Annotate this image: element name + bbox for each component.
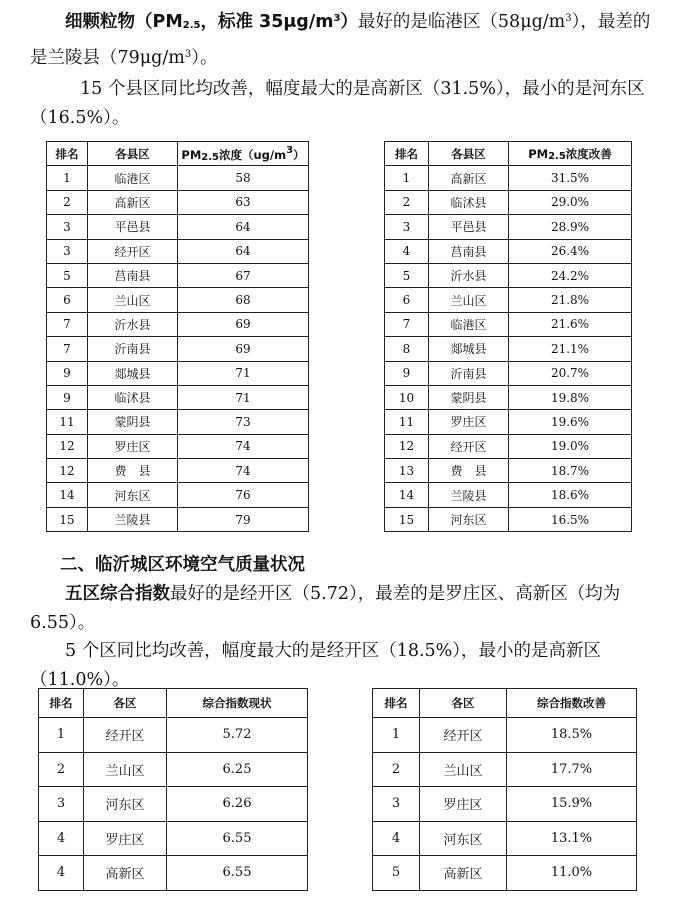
- value-cell: 21.1%: [509, 337, 632, 361]
- rank-cell: 2: [47, 190, 88, 214]
- rank-cell: 10: [385, 385, 429, 409]
- value-cell: 31.5%: [509, 166, 632, 190]
- pm25-worst-sup: 3: [184, 49, 192, 60]
- composite-improvement-paragraph: 5 个区同比均改善，幅度最大的是经开区（18.5%），最小的是高新区（11.0%）。: [30, 641, 602, 690]
- table-row: [385, 312, 632, 336]
- rank-cell: 9: [47, 385, 88, 409]
- table-row: [39, 821, 308, 856]
- name-cell: 兰山区: [88, 288, 178, 312]
- pm25-summary-paragraph: [30, 4, 660, 73]
- name-cell: 兰陵县: [429, 483, 509, 507]
- rank-cell: 2: [373, 752, 420, 787]
- rank-cell: 12: [385, 434, 429, 458]
- value-cell: 19.6%: [509, 410, 632, 434]
- table-row: [385, 239, 632, 263]
- name-cell: 兰山区: [429, 288, 509, 312]
- name-cell: 莒南县: [429, 239, 509, 263]
- value-cell: 76: [178, 483, 309, 507]
- name-cell: 临港区: [429, 312, 509, 336]
- value-cell: 29.0%: [509, 190, 632, 214]
- name-cell: 河东区: [429, 507, 509, 531]
- table-row: [373, 718, 637, 753]
- table-row: [385, 337, 632, 361]
- pm25-concentration-rows: [47, 166, 309, 532]
- name-cell: 河东区: [420, 821, 507, 856]
- pm25-lead-sub: 2.5: [182, 20, 201, 31]
- pm25-lead-bold: [65, 12, 358, 32]
- rank-cell: 3: [47, 215, 88, 239]
- value-cell: 11.0%: [507, 856, 637, 891]
- name-cell: 高新区: [84, 856, 167, 891]
- table-row: [385, 361, 632, 385]
- rank-cell: 7: [47, 337, 88, 361]
- table-row: [47, 288, 309, 312]
- table-row: [47, 190, 309, 214]
- pm25-improvement-table: [384, 141, 632, 532]
- rank-cell: 9: [385, 361, 429, 385]
- value-cell: 74: [178, 459, 309, 483]
- district-header: 各区: [84, 689, 167, 718]
- rank-cell: 5: [385, 263, 429, 287]
- value-cell: 19.0%: [509, 434, 632, 458]
- name-cell: 经开区: [88, 239, 178, 263]
- value-cell: 6.55: [167, 856, 308, 891]
- name-cell: 郯城县: [429, 337, 509, 361]
- county-header: 各县区: [88, 142, 178, 166]
- rank-cell: 1: [373, 718, 420, 753]
- name-cell: 兰山区: [84, 752, 167, 787]
- table-row: [47, 361, 309, 385]
- name-cell: 费 县: [88, 459, 178, 483]
- name-cell: 沂南县: [429, 361, 509, 385]
- name-cell: 高新区: [429, 166, 509, 190]
- table-row: [385, 166, 632, 190]
- pm25-lead-text: 细颗粒物（PM: [65, 12, 183, 32]
- table-row: [47, 507, 309, 531]
- pm25-best-text: 最好的是临港区（58μg/m: [357, 12, 566, 32]
- table-header-row: [47, 142, 309, 166]
- value-cell: 26.4%: [509, 239, 632, 263]
- value-cell: 24.2%: [509, 263, 632, 287]
- rank-cell: 5: [373, 856, 420, 891]
- rank-cell: 15: [47, 507, 88, 531]
- table-row: [385, 483, 632, 507]
- name-cell: 临港区: [88, 166, 178, 190]
- rank-cell: 3: [39, 787, 84, 822]
- composite-index-text: 最好的是经开区（5.72），最差的是罗庄区、高新区（均为 6.55）。: [30, 584, 621, 633]
- name-cell: 蒙阴县: [88, 410, 178, 434]
- value-cell: 16.5%: [509, 507, 632, 531]
- table-row: [47, 434, 309, 458]
- rank-cell: 2: [39, 752, 84, 787]
- value-cell: 6.26: [167, 787, 308, 822]
- table-header-row: [39, 689, 308, 718]
- name-cell: 河东区: [88, 483, 178, 507]
- name-cell: 高新区: [420, 856, 507, 891]
- name-cell: 沂南县: [88, 337, 178, 361]
- table-row: [47, 337, 309, 361]
- rank-cell: 9: [47, 361, 88, 385]
- rank-cell: 1: [47, 166, 88, 190]
- rank-header: 排名: [47, 142, 88, 166]
- value-cell: 63: [178, 190, 309, 214]
- table-row: [47, 410, 309, 434]
- value-cell: 18.6%: [509, 483, 632, 507]
- table-row: [373, 856, 637, 891]
- county-header: 各县区: [429, 142, 509, 166]
- name-cell: 平邑县: [429, 215, 509, 239]
- table-row: [39, 787, 308, 822]
- name-cell: 临沭县: [429, 190, 509, 214]
- value-cell: 6.25: [167, 752, 308, 787]
- rank-cell: 4: [373, 821, 420, 856]
- value-cell: 18.5%: [507, 718, 637, 753]
- section-two-heading: 二、临沂城区环境空气质量状况: [60, 555, 305, 575]
- rank-cell: 13: [385, 459, 429, 483]
- value-cell: 67: [178, 263, 309, 287]
- rank-header: 排名: [39, 689, 84, 718]
- rank-cell: 7: [47, 312, 88, 336]
- table-row: [47, 166, 309, 190]
- improvement-header: $PM_{2.5}$浓度改善: [509, 142, 632, 166]
- table-row: [47, 239, 309, 263]
- value-cell: 21.8%: [509, 288, 632, 312]
- pm25-improvement-paragraph: 15 个县区同比均改善，幅度最大的是高新区（31.5%），最小的是河东区（16.5%）。: [30, 79, 645, 128]
- value-cell: 69: [178, 312, 309, 336]
- value-cell: 19.8%: [509, 385, 632, 409]
- name-cell: 经开区: [84, 718, 167, 753]
- table-row: [47, 312, 309, 336]
- value-cell: 21.6%: [509, 312, 632, 336]
- composite-improvement-table: [372, 688, 637, 891]
- name-cell: 罗庄区: [429, 410, 509, 434]
- rank-cell: 7: [385, 312, 429, 336]
- value-cell: 79: [178, 507, 309, 531]
- rank-cell: 4: [385, 239, 429, 263]
- composite-index-table: [38, 688, 308, 891]
- rank-cell: 12: [47, 434, 88, 458]
- rank-cell: 3: [373, 787, 420, 822]
- value-cell: 64: [178, 239, 309, 263]
- table-row: [39, 752, 308, 787]
- table-row: [385, 507, 632, 531]
- name-cell: 费 县: [429, 459, 509, 483]
- value-cell: 18.7%: [509, 459, 632, 483]
- pm25-improvement-rows: [385, 166, 632, 532]
- name-cell: 河东区: [84, 787, 167, 822]
- value-cell: 15.9%: [507, 787, 637, 822]
- index-status-header: 综合指数现状: [167, 689, 308, 718]
- value-cell: 71: [178, 361, 309, 385]
- pm25-best-sup: 3: [565, 13, 572, 24]
- name-cell: 罗庄区: [88, 434, 178, 458]
- table-row: [373, 787, 637, 822]
- name-cell: 临沭县: [88, 385, 178, 409]
- rank-cell: 6: [47, 288, 88, 312]
- composite-improvement-rows: [373, 718, 637, 891]
- rank-cell: 14: [47, 483, 88, 507]
- rank-cell: 11: [47, 410, 88, 434]
- value-cell: 68: [178, 288, 309, 312]
- pm25-standard-text: ，标准 35μg/m: [200, 12, 334, 32]
- table-row: [39, 856, 308, 891]
- table-row: [385, 459, 632, 483]
- composite-index-rows: [39, 718, 308, 891]
- table-row: [373, 752, 637, 787]
- table-row: [47, 215, 309, 239]
- name-cell: 莒南县: [88, 263, 178, 287]
- rank-cell: 4: [39, 821, 84, 856]
- value-cell: 6.55: [167, 821, 308, 856]
- rank-cell: 2: [385, 190, 429, 214]
- value-cell: 71: [178, 385, 309, 409]
- rank-cell: 14: [385, 483, 429, 507]
- name-cell: 沂水县: [88, 312, 178, 336]
- composite-index-bold: 五区综合指数: [65, 584, 170, 604]
- pm25-lead-close: ）: [340, 12, 358, 32]
- table-row: [385, 410, 632, 434]
- value-cell: 17.7%: [507, 752, 637, 787]
- table-row: [47, 483, 309, 507]
- composite-index-paragraph: [30, 580, 660, 638]
- name-cell: 罗庄区: [84, 821, 167, 856]
- value-cell: 73: [178, 410, 309, 434]
- rank-cell: 8: [385, 337, 429, 361]
- table-row: [39, 718, 308, 753]
- pm25-standard-sup: 3: [333, 13, 341, 24]
- name-cell: 平邑县: [88, 215, 178, 239]
- rank-cell: 5: [47, 263, 88, 287]
- rank-cell: 4: [39, 856, 84, 891]
- pm25-worst-text: ），最差的是兰陵县（79μg/m: [30, 12, 651, 68]
- district-header: 各区: [420, 689, 507, 718]
- value-cell: 74: [178, 434, 309, 458]
- table-row: [47, 385, 309, 409]
- value-cell: 28.9%: [509, 215, 632, 239]
- table-row: [385, 434, 632, 458]
- name-cell: 经开区: [429, 434, 509, 458]
- name-cell: 罗庄区: [420, 787, 507, 822]
- table-row: [385, 190, 632, 214]
- table-row: [385, 385, 632, 409]
- rank-header: 排名: [385, 142, 429, 166]
- pm25-concentration-table: [46, 141, 309, 532]
- table-row: [385, 288, 632, 312]
- name-cell: 沂水县: [429, 263, 509, 287]
- rank-cell: 3: [47, 239, 88, 263]
- name-cell: 郯城县: [88, 361, 178, 385]
- value-cell: 13.1%: [507, 821, 637, 856]
- name-cell: 蒙阴县: [429, 385, 509, 409]
- rank-cell: 12: [47, 459, 88, 483]
- rank-cell: 3: [385, 215, 429, 239]
- rank-cell: 15: [385, 507, 429, 531]
- index-improvement-header: 综合指数改善: [507, 689, 637, 718]
- value-cell: 64: [178, 215, 309, 239]
- name-cell: 经开区: [420, 718, 507, 753]
- table-row: [385, 263, 632, 287]
- rank-cell: 6: [385, 288, 429, 312]
- table-row: [385, 215, 632, 239]
- concentration-header: $PM_{2.5}$浓度$(ug/m^3)$: [178, 142, 309, 166]
- table-row: [47, 459, 309, 483]
- rank-header: 排名: [373, 689, 420, 718]
- table-header-row: [385, 142, 632, 166]
- name-cell: 高新区: [88, 190, 178, 214]
- table-header-row: [373, 689, 637, 718]
- value-cell: 69: [178, 337, 309, 361]
- value-cell: 5.72: [167, 718, 308, 753]
- name-cell: 兰山区: [420, 752, 507, 787]
- name-cell: 兰陵县: [88, 507, 178, 531]
- value-cell: 20.7%: [509, 361, 632, 385]
- rank-cell: 1: [39, 718, 84, 753]
- value-cell: 58: [178, 166, 309, 190]
- table-row: [373, 821, 637, 856]
- pm25-end-text: ）。: [191, 48, 218, 68]
- rank-cell: 1: [385, 166, 429, 190]
- table-row: [47, 263, 309, 287]
- rank-cell: 11: [385, 410, 429, 434]
